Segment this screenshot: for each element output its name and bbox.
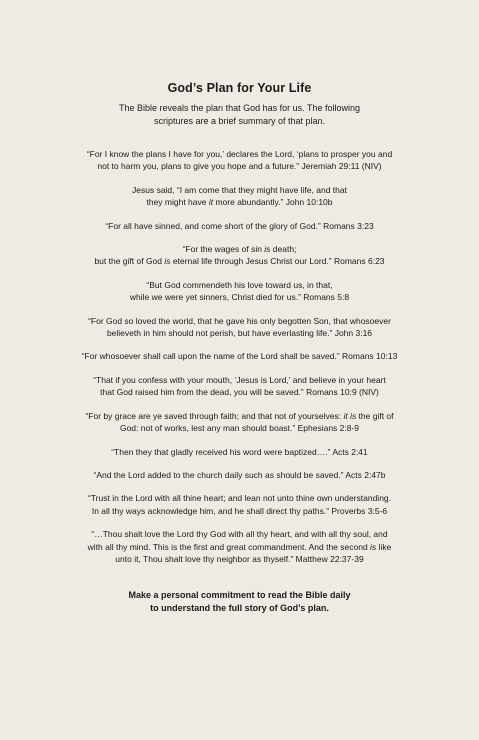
verse-line: God: not of works, lest any man should boast.” Ephesians 2:8-9 [119,423,360,434]
verse-line: “Then they that gladly received his word were baptized….” Acts 2:41 [111,446,368,457]
intro-line: scriptures are a brief summary of that plan. [153,115,326,126]
verse-acts-2-47b [40,469,439,481]
verse-text: but the gift of God [94,256,165,267]
verse-romans-3-23 [40,220,439,232]
closing-call-to-action [40,589,439,615]
verse-line [40,541,439,553]
verse-line: that God raised him from the dead, you will be saved.” Romans 10:9 (NIV) [100,387,379,398]
verse-italic: it is [343,410,357,421]
verse-line: “For God so loved the world, that he gave his only begotten Son, that whosoever [88,315,391,326]
verse-proverbs-3-5-6 [40,492,439,517]
verse-romans-5-8 [40,279,439,304]
verse-text: they might have [146,197,209,208]
verse-italic: is [370,541,377,552]
verse-line: believeth in him should not perish, but have everlasting life.” John 3:16 [106,328,373,339]
verse-john-3-16 [40,315,439,340]
verse-acts-2-41 [40,446,439,458]
verse-jeremiah-29-11 [40,148,439,173]
verse-line: “Trust in the Lord with all thine heart; and lean not unto thine own understanding. [87,493,392,504]
verse-romans-10-13 [40,350,439,362]
verse-text: “For the wages of sin [182,244,265,255]
verse-line: In all thy ways acknowledge him, and he shall direct thy paths.” Proverbs 3:5-6 [91,505,388,516]
closing-line: to understand the full story of God’s plan. [150,603,329,614]
verse-text: more abundantly.” John 10:10b [213,197,333,208]
verse-line: “And the Lord added to the church daily such as should be saved.” Acts 2:47b [93,469,386,480]
verse-line: “For all have sinned, and come short of the glory of God.” Romans 3:23 [105,220,374,231]
verse-matthew-22-37-39 [40,528,439,565]
closing-line: Make a personal commitment to read the Bible daily [128,590,351,601]
verse-romans-6-23 [40,243,439,268]
verse-line: unto it, Thou shalt love thy neighbor as thyself.” Matthew 22:37-39 [115,553,364,564]
intro-line: The Bible reveals the plan that God has for us. The following [119,103,360,113]
verse-line: not to harm you, plans to give you hope and a future.” Jeremiah 29:11 (NIV) [97,161,382,172]
page-title: God’s Plan for Your Life [167,81,312,95]
verse-line: “For I know the plans I have for you,’ declares the Lord, ‘plans to prosper you and [86,149,393,159]
intro-paragraph [40,102,439,127]
verse-line [40,255,439,267]
verse-text: eternal life through Jesus Christ our Lord.” Romans 6:23 [170,256,385,267]
verse-italic: is [264,244,271,255]
verse-text: “For by grace are ye saved through faith; and that not of yourselves: [85,410,344,421]
verse-line [40,410,439,422]
verse-line [40,243,439,255]
verse-line: “But God commendeth his love toward us, in that, [146,279,333,290]
verse-ephesians-2-8-9 [40,410,439,435]
verse-line: “…Thou shalt love the Lord thy God with all thy heart, and with all thy soul, and [91,529,388,540]
verse-line [40,196,439,208]
verse-romans-10-9 [40,374,439,399]
verse-line: Jesus said, “I am come that they might have life, and that [132,184,347,195]
verse-text: death; [270,244,297,255]
verse-text: like [376,541,392,552]
verse-italic: is [164,256,171,267]
verse-line: “For whosoever shall call upon the name of the Lord shall be saved.” Romans 10:13 [81,351,398,362]
verse-line: while we were yet sinners, Christ died for us.” Romans 5:8 [129,292,350,303]
verse-text: the gift of [356,410,394,421]
verse-john-10-10b [40,184,439,209]
verse-italic: it [208,197,214,208]
verse-line: “That if you confess with your mouth, ‘Jesus is Lord,’ and believe in your heart [93,374,386,385]
verse-text: with all thy mind. This is the first and great commandment. And the second [87,541,371,552]
